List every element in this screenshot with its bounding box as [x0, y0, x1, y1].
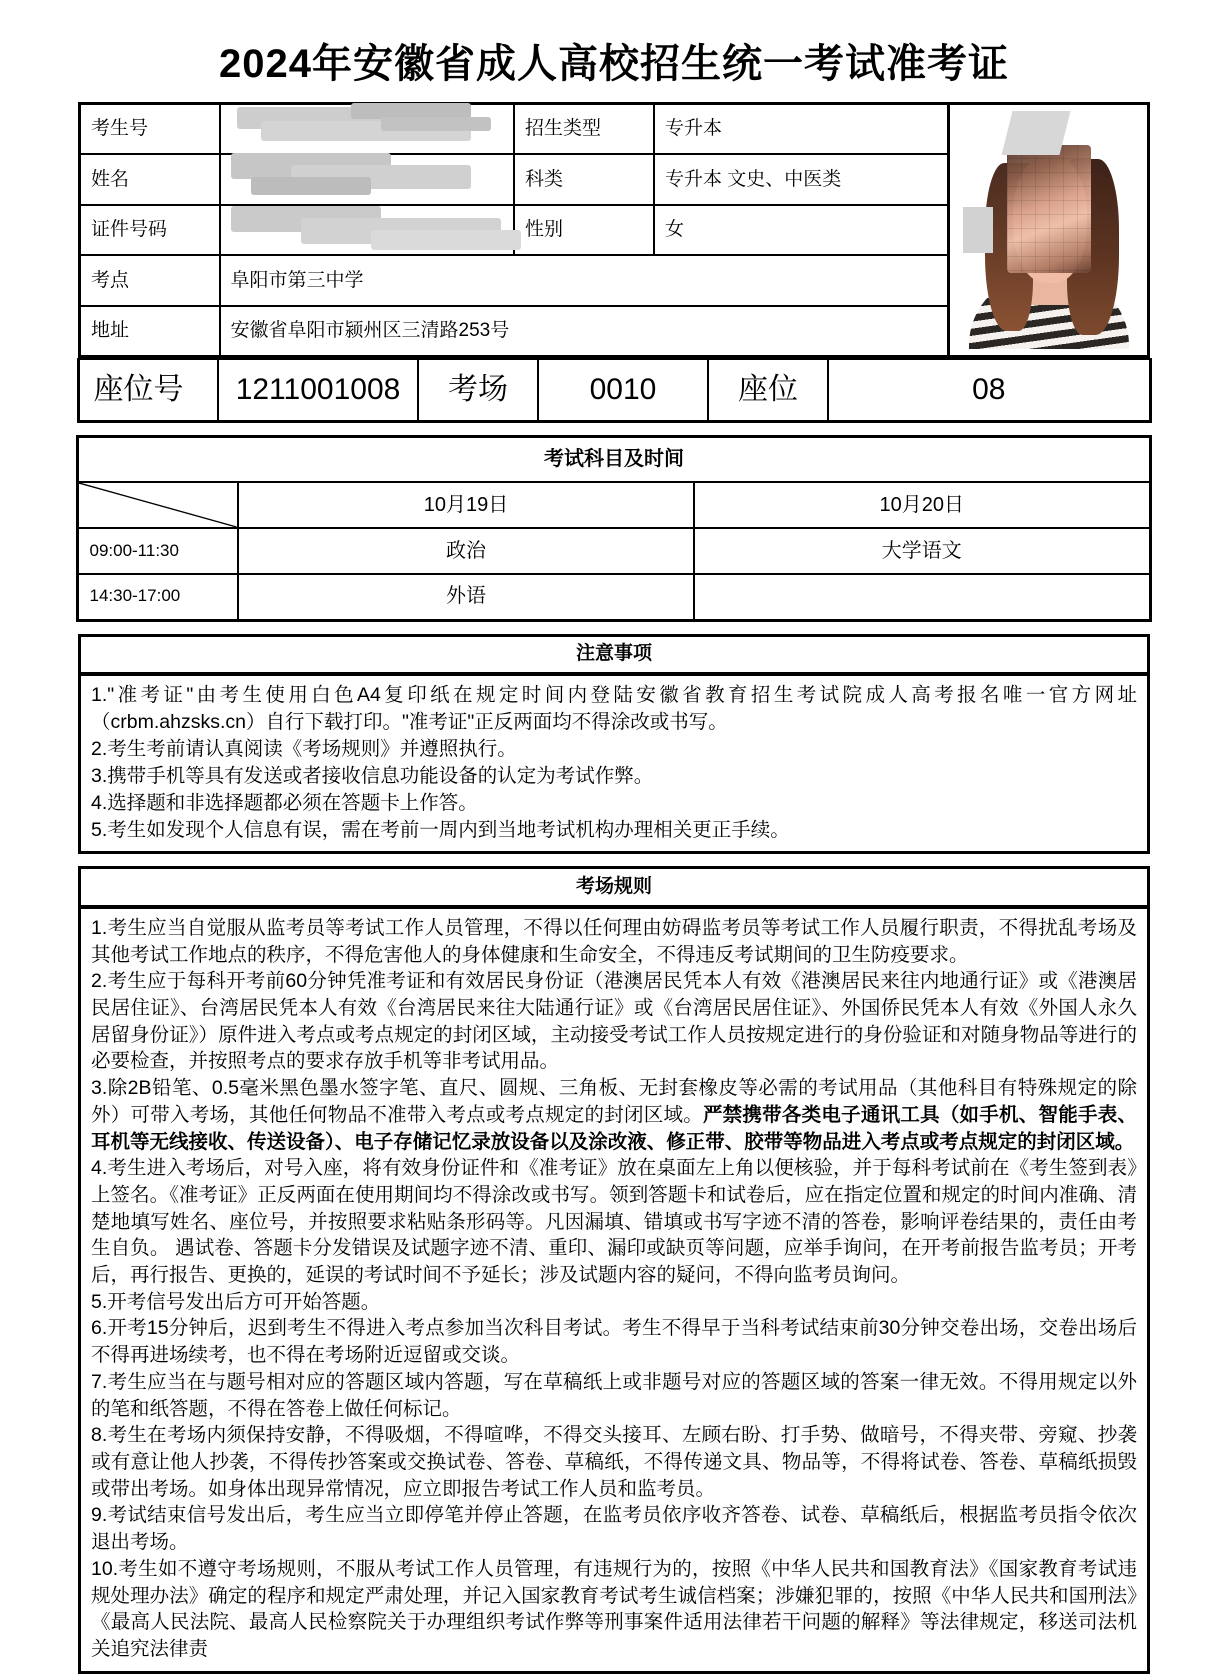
table-row — [80, 104, 1149, 155]
gender-value: 女 — [654, 205, 949, 256]
note-item: 2.考生考前请认真阅读《考场规则》并遵照执行。 — [91, 737, 517, 760]
note-item: 4.选择题和非选择题都必须在答题卡上作答。 — [91, 791, 478, 814]
rules-body — [81, 907, 1147, 1671]
redaction-smudge — [231, 216, 504, 244]
exam-schedule-table — [76, 435, 1151, 622]
rule-emphasis: 严禁携带各类电子通讯工具（如手机、智能手表、耳机等无线接收、传送设备）、电子存储记忆录放设备以及涂改液、修正带、胶带等物品进入考点或考点规定的封闭区域。 — [91, 1103, 1137, 1153]
seat-value: 08 — [828, 359, 1150, 421]
table-row — [78, 574, 1150, 620]
candidate-photo — [949, 104, 1149, 357]
notes-header: 注意事项 — [80, 635, 1149, 673]
note-item: 3.携带手机等具有发送或者接收信息功能设备的认定为考试作弊。 — [91, 764, 654, 787]
exam-site-value: 阜阳市第三中学 — [220, 255, 949, 306]
seat-info-table — [77, 358, 1152, 423]
table-row — [78, 436, 1150, 482]
rule-item: 8.考生在考场内须保持安静，不得吸烟，不得喧哗，不得交头接耳、左顾右盼、打手势、做暗号，不得夹带、旁窥、抄袭或有意让他人抄袭，不得传抄答案或交换试卷、答卷、草稿纸，不得传递文具、物品等，不得将试卷、答卷、草稿纸损毁或带出考场。如身体出现异常情况，应立即报告考试工作人员和监考员。 — [91, 1424, 1137, 1500]
table-row — [80, 868, 1149, 906]
page-title: 2024年安徽省成人高校招生统一考试准考证 — [219, 42, 1009, 86]
rule-item: 1.考生应当自觉服从监考员等考试工作人员管理，不得以任何理由妨碍监考员等考试工作人员履行职责，不得扰乱考场及其他考试工作地点的秩序，不得危害他人的身体健康和生命安全，不得违反考试期间的卫生防疫要求。 — [91, 916, 1137, 966]
table-row — [78, 528, 1150, 574]
photo-side-smudge — [963, 207, 993, 253]
schedule-header: 考试科目及时间 — [78, 436, 1150, 482]
schedule-time-2: 14:30-17:00 — [78, 574, 238, 620]
enrollment-type-label: 招生类型 — [514, 104, 654, 155]
redaction-smudge — [231, 115, 504, 143]
photo-image — [963, 111, 1135, 349]
exam-room-label: 考场 — [418, 359, 538, 421]
table-row — [80, 635, 1149, 673]
schedule-subject-1-1: 政治 — [238, 528, 694, 574]
id-number-value — [220, 205, 515, 256]
subject-category-value: 专升本 文史、中医类 — [654, 154, 949, 205]
note-item: 5.考生如发现个人信息有误，需在考前一周内到当地考试机构办理相关更正手续。 — [91, 818, 790, 841]
candidate-number-value — [220, 104, 515, 155]
rule-item: 3.除2B铅笔、0.5毫米黑色墨水签字笔、直尺、圆规、三角板、无封套橡皮等必需的考试用品（其他科目有特殊规定的除外）可带入考场，其他任何物品不准带入考点或考点规定的封闭区域。严禁携带各类电子通讯工具（如手机、智能手表、耳机等无线接收、传送设备）、电子存储记忆录放设备以及涂改液、修正带、胶带等物品进入考点或考点规定的封闭区域。 — [91, 1077, 1137, 1153]
rules-body-cell — [80, 906, 1149, 1672]
rule-item: 10.考生如不遵守考场规则，不服从考试工作人员管理，有违规行为的，按照《中华人民共和国教育法》《国家教育考试违规处理办法》确定的程序和规定严肃处理，并记入国家教育考试考生诚信档案；涉嫌犯罪的，按照《中华人民共和国刑法》《最高人民法院、最高人民检察院关于办理组织考试作弊等刑事案件适用法律若干问题的解释》等法律规定，移送司法机关追究法律责 — [91, 1557, 1137, 1660]
address-value: 安徽省阜阳市颍州区三清路253号 — [220, 306, 949, 357]
notes-body-cell — [80, 673, 1149, 853]
schedule-time-1: 09:00-11:30 — [78, 528, 238, 574]
rule-item: 9.考试结束信号发出后，考生应当立即停笔并停止答题，在监考员依序收齐答卷、试卷、草稿纸后，根据监考员指令依次退出考场。 — [91, 1504, 1137, 1554]
schedule-subject-1-2: 大学语文 — [694, 528, 1150, 574]
rule-item: 5.开考信号发出后方可开始答题。 — [91, 1290, 381, 1313]
schedule-subject-2-1: 外语 — [238, 574, 694, 620]
table-row — [78, 482, 1150, 528]
name-value — [220, 154, 515, 205]
notes-body — [81, 674, 1147, 851]
schedule-subject-2-2 — [694, 574, 1150, 620]
candidate-info-table — [78, 102, 1150, 358]
enrollment-type-value: 专升本 — [654, 104, 949, 155]
seat-number-label: 座位号 — [78, 359, 218, 421]
gender-label: 性别 — [514, 205, 654, 256]
rules-header: 考场规则 — [80, 868, 1149, 906]
candidate-number-label: 考生号 — [80, 104, 220, 155]
rule-item: 7.考生应当在与题号相对应的答题区域内答题，写在草稿纸上或非题号对应的答题区域的答案一律无效。不得用规定以外的笔和纸答题，不得在答卷上做任何标记。 — [91, 1370, 1137, 1420]
note-item: 1."准考证"由考生使用白色A4复印纸在规定时间内登陆安徽省教育招生考试院成人高考报名唯一官方网址（crbm.ahzsks.cn）自行下载打印。"准考证"正反两面均不得涂改或书写。 — [91, 684, 1137, 733]
redaction-smudge — [231, 165, 504, 193]
notes-section — [78, 634, 1150, 855]
rule-item: 4.考生进入考场后，对号入座，将有效身份证件和《准考证》放在桌面左上角以便核验，并于每科考试前在《考生签到表》上签名。《准考证》正反两面在使用期间均不得涂改或书写。领到答题卡和试卷后，应在指定位置和规定的时间内准确、清楚地填写姓名、座位号，并按照要求粘贴条形码等。凡因漏填、错填或书写字迹不清的答卷，影响评卷结果的，责任由考生自负。 遇试卷、答题卡分发错误及试题字迹不清、重印、漏印或缺页等问题，应举手询问，在开考前报告监考员；开考后，再行报告、更换的，延误的考试时间不予延长；涉及试题内容的疑问，不得向监考员询问。 — [91, 1157, 1137, 1287]
photo-pixelation-mask — [1007, 145, 1091, 273]
schedule-date-2: 10月20日 — [694, 482, 1150, 528]
schedule-date-1: 10月19日 — [238, 482, 694, 528]
schedule-corner-diagonal — [78, 482, 238, 528]
table-row — [80, 673, 1149, 853]
name-label: 姓名 — [80, 154, 220, 205]
table-row — [78, 359, 1150, 421]
table-row — [80, 906, 1149, 1672]
photo-top-smudge — [1001, 111, 1070, 155]
rule-item: 2.考生应于每科开考前60分钟凭准考证和有效居民身份证（港澳居民凭本人有效《港澳居民来往内地通行证》或《港澳居民居住证》、台湾居民凭本人有效《台湾居民来往大陆通行证》或《台湾居民居住证》、外国侨民凭本人有效《外国人永久居留身份证》）原件进入考点或考点规定的封闭区域，主动接受考试工作人员按规定进行的身份验证和对随身物品等进行的必要检查，并按照考点的要求存放手机等非考试用品。 — [91, 970, 1137, 1073]
exam-room-value: 0010 — [538, 359, 708, 421]
rules-section — [78, 866, 1150, 1673]
rule-item: 6.开考15分钟后，迟到考生不得进入考点参加当次科目考试。考生不得早于当科考试结束前30分钟交卷出场，交卷出场后不得再进场续考，也不得在考场附近逗留或交谈。 — [91, 1317, 1137, 1367]
seat-number-value: 1211001008 — [218, 359, 418, 421]
seat-label: 座位 — [708, 359, 828, 421]
id-number-label: 证件号码 — [80, 205, 220, 256]
address-label: 地址 — [80, 306, 220, 357]
subject-category-label: 科类 — [514, 154, 654, 205]
exam-site-label: 考点 — [80, 255, 220, 306]
